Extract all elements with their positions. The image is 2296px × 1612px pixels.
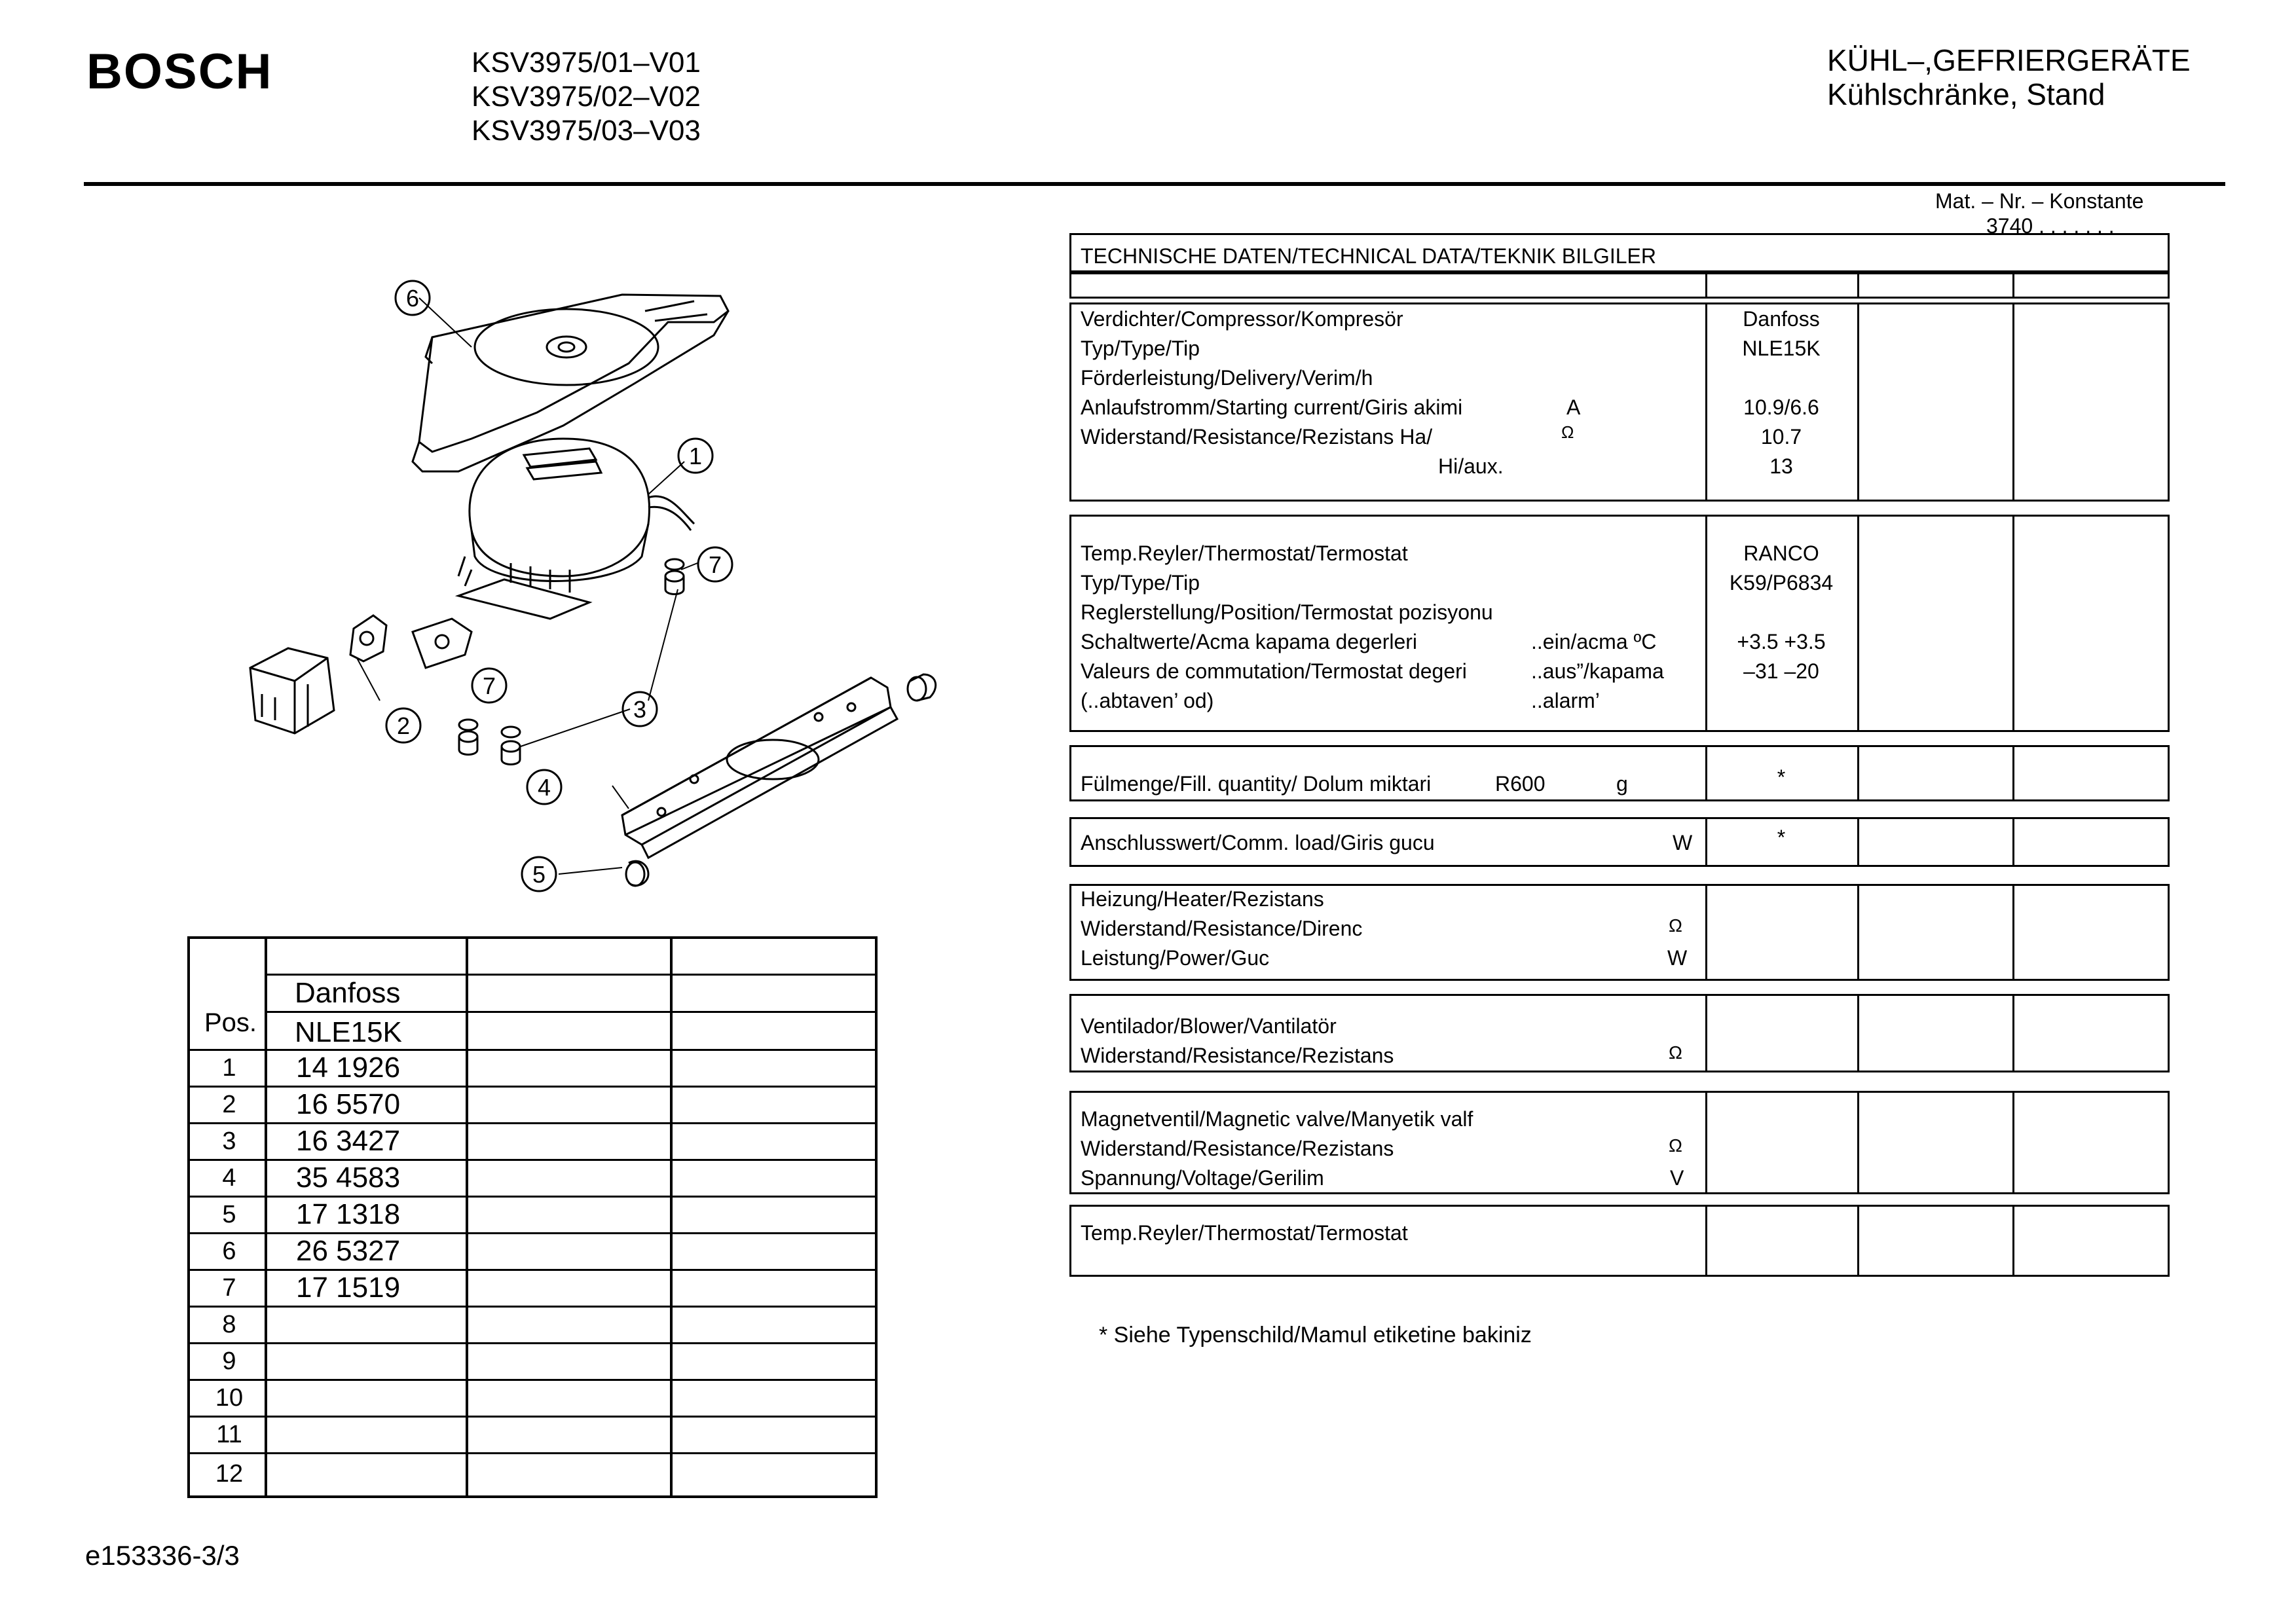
part-number: 17 1318 <box>296 1198 401 1230</box>
foot-part <box>626 674 936 886</box>
magnetic-valve-label: Magnetventil/Magnetic valve/Manyetik valf <box>1081 1107 1473 1131</box>
fill-quantity-value: * <box>1777 765 1786 789</box>
table-divider <box>1705 747 1707 799</box>
compressor-brand-value: Danfoss <box>1743 307 1820 331</box>
part-number: 14 1926 <box>296 1052 401 1084</box>
model-number: KSV3975/01–V01 <box>472 46 701 79</box>
type-header: NLE15K <box>295 1016 402 1048</box>
table-divider <box>2012 517 2014 730</box>
type-label: Typ/Type/Tip <box>1081 337 1200 360</box>
relay-part <box>250 615 472 733</box>
mat-nr-label: Mat. – Nr. – Konstante <box>1935 189 2144 213</box>
compressor-section <box>1069 302 2170 502</box>
table-divider <box>670 939 673 1495</box>
table-divider <box>2012 886 2014 979</box>
connected-load-value: * <box>1777 826 1786 849</box>
category-line-2: Kühlschränke, Stand <box>1827 77 2105 111</box>
table-divider <box>2012 819 2014 865</box>
switch-values-label: Schaltwerte/Acma kapama degerleri <box>1081 630 1418 653</box>
thermostat-type-label: Typ/Type/Tip <box>1081 571 1200 595</box>
pos-number: 4 <box>222 1164 236 1192</box>
pos-number: 1 <box>222 1054 236 1082</box>
header-divider <box>84 182 2225 186</box>
blower-section <box>1069 994 2170 1072</box>
resistance-label: Widerstand/Resistance/Rezistans Ha/ <box>1081 425 1433 449</box>
unit-ohm: Ω <box>1669 1042 1682 1063</box>
callout-5: 5 <box>532 861 546 888</box>
pos-number: 11 <box>216 1421 242 1448</box>
callout-2: 2 <box>396 712 411 739</box>
fill-quantity-section <box>1069 745 2170 801</box>
compressor-type-value: NLE15K <box>1742 337 1821 360</box>
table-divider <box>2012 304 2014 500</box>
table-divider <box>190 1049 875 1051</box>
table-divider <box>1857 274 1859 297</box>
connected-load-label: Anschlusswert/Comm. load/Giris gucu <box>1081 831 1435 854</box>
pos-number: 2 <box>222 1091 236 1118</box>
pos-number: 9 <box>222 1347 236 1375</box>
footnote: * Siehe Typenschild/Mamul etiketine bakiniz <box>1099 1323 1532 1347</box>
unit-ohm: Ω <box>1669 915 1682 936</box>
table-divider <box>1705 1207 1707 1275</box>
off-label: ..aus”/kapama <box>1531 659 1664 683</box>
fill-quantity-label: Fülmenge/Fill. quantity/ Dolum miktari <box>1081 772 1432 796</box>
table-divider <box>190 1122 875 1124</box>
table-divider <box>265 939 267 1495</box>
part-number: 16 3427 <box>296 1125 401 1157</box>
callout-3: 3 <box>633 696 647 723</box>
part-number: 26 5327 <box>296 1235 401 1267</box>
pos-number: 3 <box>222 1127 236 1155</box>
table-divider <box>1857 819 1859 865</box>
table-divider <box>1705 274 1707 297</box>
table-divider <box>1857 747 1859 799</box>
commutation-label: Valeurs de commutation/Termostat degeri <box>1081 659 1467 683</box>
unit-ohm: Ω <box>1561 422 1574 442</box>
resistance-aux-value: 13 <box>1769 454 1793 478</box>
pos-number: 6 <box>222 1237 236 1265</box>
pos-number: 7 <box>222 1274 236 1302</box>
connected-load-section <box>1069 817 2170 867</box>
table-divider <box>190 1196 875 1198</box>
table-divider <box>1857 517 1859 730</box>
valve-resistance-label: Widerstand/Resistance/Rezistans <box>1081 1137 1394 1160</box>
material-number <box>1935 189 2143 238</box>
valve-voltage-label: Spannung/Voltage/Gerilim <box>1081 1166 1324 1190</box>
thermostat-section <box>1069 515 2170 732</box>
callout-4: 4 <box>537 774 551 801</box>
part-number: 17 1519 <box>296 1272 401 1304</box>
resistance-main-value: 10.7 <box>1760 425 1802 449</box>
table-divider <box>2012 274 2014 297</box>
part-number: 35 4583 <box>296 1162 401 1194</box>
unit-volt: V <box>1670 1166 1684 1190</box>
table-divider <box>1705 819 1707 865</box>
column-header-strip <box>1069 272 2170 299</box>
table-divider <box>190 1342 875 1344</box>
mounting-rail-part <box>622 678 897 858</box>
thermostat-brand-value: RANCO <box>1743 541 1819 565</box>
category-title <box>1827 43 2191 111</box>
drip-tray-part <box>413 295 728 471</box>
table-divider <box>2012 747 2014 799</box>
table-divider <box>190 1452 875 1454</box>
brand-logo: BOSCH <box>86 44 273 100</box>
table-divider <box>1705 996 1707 1071</box>
defrost-label: (..abtaven’ od) <box>1081 689 1214 712</box>
model-number: KSV3975/02–V02 <box>472 81 701 113</box>
unit-ohm: Ω <box>1669 1135 1682 1156</box>
brand-header: Danfoss <box>295 977 401 1009</box>
pos-header: Pos. <box>204 1008 257 1037</box>
callout-1: 1 <box>688 443 703 469</box>
table-divider <box>466 939 468 1495</box>
tech-title: TECHNISCHE DATEN/TECHNICAL DATA/TEKNIK BILGILER <box>1081 244 1656 268</box>
document-id: e153336-3/3 <box>85 1540 240 1571</box>
thermostat-type-value: K59/P6834 <box>1729 571 1834 595</box>
table-divider <box>190 1306 875 1308</box>
table-divider <box>1857 886 1859 979</box>
pos-number: 10 <box>215 1384 244 1412</box>
on-label: ..ein/acma ºC <box>1531 630 1657 653</box>
callout-7-lower: 7 <box>482 672 496 699</box>
table-divider <box>1705 304 1707 500</box>
table-divider <box>265 974 875 976</box>
unit-ampere: A <box>1566 395 1581 419</box>
table-divider <box>190 1416 875 1418</box>
thermostat-label: Temp.Reyler/Thermostat/Termostat <box>1081 541 1408 565</box>
table-divider <box>1857 304 1859 500</box>
unit-watt: W <box>1673 831 1693 854</box>
compressor-part <box>458 439 694 619</box>
mat-nr-value: 3740 . . . . . . . <box>1986 214 2115 238</box>
unit-watt: W <box>1667 946 1688 970</box>
aux-label: Hi/aux. <box>1438 454 1504 478</box>
table-divider <box>1705 1093 1707 1192</box>
refrigerant-label: R600 <box>1495 772 1546 796</box>
callout-7: 7 <box>708 551 722 578</box>
heater-label: Heizung/Heater/Rezistans <box>1081 887 1324 911</box>
pos-number: 8 <box>222 1311 236 1338</box>
delivery-label: Förderleistung/Delivery/Verim/h <box>1081 366 1373 390</box>
callout-6: 6 <box>405 285 420 312</box>
category-line-1: KÜHL–,GEFRIERGERÄTE <box>1827 43 2191 77</box>
starting-current-label: Anlaufstromm/Starting current/Giris akimi <box>1081 395 1463 419</box>
thermostat-2-section <box>1069 1205 2170 1277</box>
alarm-label: ..alarm’ <box>1531 689 1600 712</box>
table-divider <box>190 1232 875 1234</box>
pos-number: 12 <box>215 1460 244 1488</box>
table-divider <box>2012 1093 2014 1192</box>
blower-resistance-label: Widerstand/Resistance/Rezistans <box>1081 1044 1394 1067</box>
on-value: +3.5 +3.5 <box>1737 630 1826 653</box>
table-divider <box>1857 1093 1859 1192</box>
unit-gram: g <box>1616 772 1628 796</box>
heater-resistance-label: Widerstand/Resistance/Direnc <box>1081 917 1363 940</box>
off-value: –31 –20 <box>1743 659 1819 683</box>
compressor-label: Verdichter/Compressor/Kompresör <box>1081 307 1403 331</box>
table-divider <box>1857 1207 1859 1275</box>
table-divider <box>1705 886 1707 979</box>
pos-number: 5 <box>222 1201 236 1228</box>
heater-section <box>1069 884 2170 981</box>
thermostat-2-label: Temp.Reyler/Thermostat/Termostat <box>1081 1221 1408 1245</box>
position-label: Reglerstellung/Position/Termostat pozisyonu <box>1081 600 1493 624</box>
table-divider <box>190 1159 875 1161</box>
table-divider <box>190 1379 875 1381</box>
table-divider <box>1857 996 1859 1071</box>
parts-table <box>187 936 878 1498</box>
table-divider <box>265 1011 875 1013</box>
starting-current-value: 10.9/6.6 <box>1743 395 1819 419</box>
blower-label: Ventilador/Blower/Vantilatör <box>1081 1014 1337 1038</box>
table-divider <box>2012 1207 2014 1275</box>
magnetic-valve-section <box>1069 1091 2170 1194</box>
model-list <box>472 46 701 148</box>
table-divider <box>2012 996 2014 1071</box>
table-divider <box>190 1269 875 1271</box>
compressor-exploded-diagram <box>196 249 982 917</box>
grommet-part <box>459 559 684 765</box>
table-divider <box>1705 517 1707 730</box>
tech-title-box <box>1069 233 2170 272</box>
table-divider <box>190 1086 875 1088</box>
heater-power-label: Leistung/Power/Guc <box>1081 946 1270 970</box>
model-number: KSV3975/03–V03 <box>472 115 701 147</box>
part-number: 16 5570 <box>296 1088 401 1120</box>
